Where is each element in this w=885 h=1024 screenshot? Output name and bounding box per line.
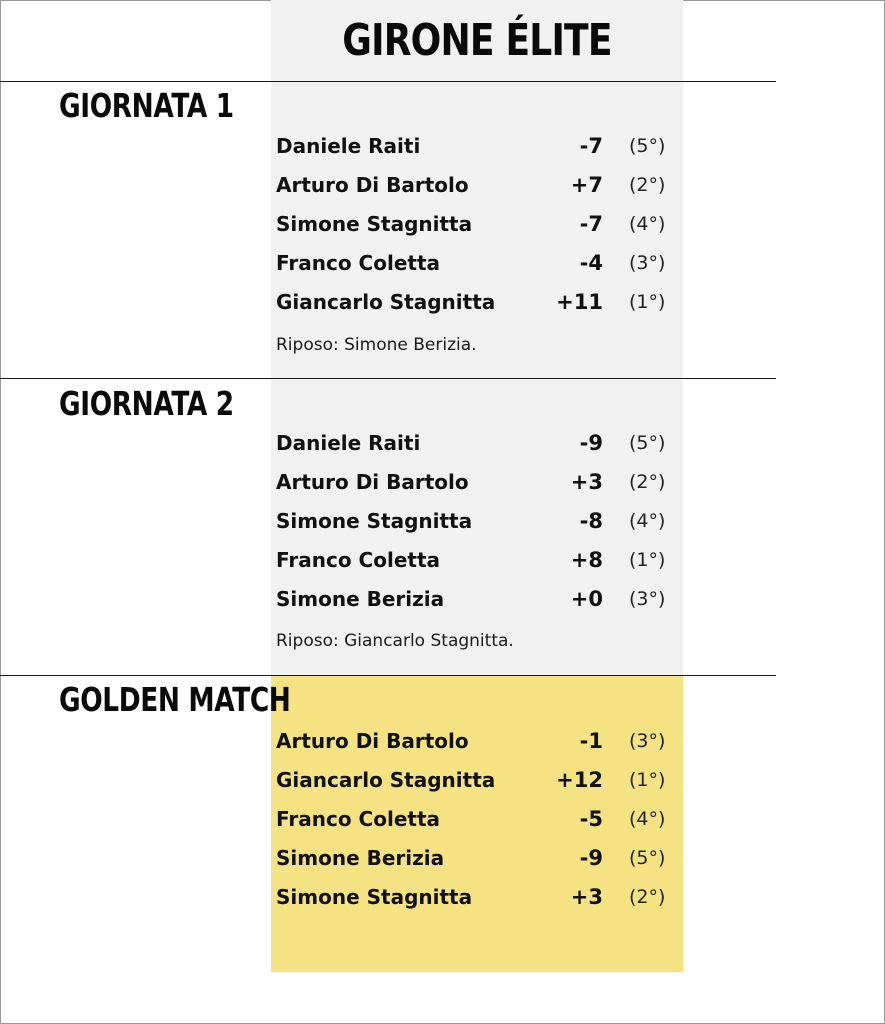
player-score: +8: [570, 548, 603, 572]
player-score: +3: [570, 885, 603, 909]
result-row: [271, 208, 683, 240]
result-row: [271, 169, 683, 201]
result-row: [271, 286, 683, 318]
page-title: GIRONE ÉLITE: [342, 14, 612, 66]
player-score: -7: [579, 134, 603, 158]
player-name: Simone Berizia: [276, 587, 445, 611]
player-rank: (5°): [629, 847, 666, 869]
player-name: Daniele Raiti: [276, 431, 421, 455]
player-score: -7: [579, 212, 603, 236]
player-score: -9: [579, 431, 603, 455]
result-row: [271, 505, 683, 537]
player-rank: (1°): [629, 769, 666, 791]
rest-note: Riposo: Simone Berizia.: [276, 335, 477, 355]
player-rank: (3°): [629, 252, 666, 274]
player-rank: (4°): [629, 808, 666, 830]
player-name: Simone Stagnitta: [276, 212, 473, 236]
player-score: +12: [556, 768, 603, 792]
player-score: +0: [570, 587, 603, 611]
player-name: Simone Berizia: [276, 846, 445, 870]
player-name: Arturo Di Bartolo: [276, 173, 469, 197]
player-score: +3: [570, 470, 603, 494]
result-row: [271, 803, 683, 835]
player-rank: (4°): [629, 213, 666, 235]
result-row: [271, 466, 683, 498]
player-rank: (2°): [629, 174, 666, 196]
result-row: [271, 881, 683, 913]
player-rank: (1°): [629, 291, 666, 313]
player-score: -8: [579, 509, 603, 533]
player-score: -9: [579, 846, 603, 870]
player-score: +11: [556, 290, 603, 314]
result-row: [271, 247, 683, 279]
player-rank: (5°): [629, 135, 666, 157]
result-row: [271, 764, 683, 796]
player-name: Giancarlo Stagnitta: [276, 768, 496, 792]
result-row: [271, 725, 683, 757]
player-rank: (2°): [629, 886, 666, 908]
player-name: Franco Coletta: [276, 251, 440, 275]
player-name: Arturo Di Bartolo: [276, 729, 469, 753]
player-name: Arturo Di Bartolo: [276, 470, 469, 494]
player-rank: (5°): [629, 432, 666, 454]
rest-note: Riposo: Giancarlo Stagnitta.: [276, 631, 514, 651]
player-score: -5: [579, 807, 603, 831]
result-row: [271, 583, 683, 615]
player-name: Daniele Raiti: [276, 134, 421, 158]
result-row: [271, 427, 683, 459]
player-rank: (3°): [629, 588, 666, 610]
round-title-1: GIORNATA 1: [59, 85, 234, 125]
player-name: Franco Coletta: [276, 548, 440, 572]
section-divider-2: [0, 378, 776, 379]
player-rank: (4°): [629, 510, 666, 532]
result-row: [271, 544, 683, 576]
player-name: Giancarlo Stagnitta: [276, 290, 496, 314]
player-score: -4: [579, 251, 603, 275]
result-row: [271, 842, 683, 874]
player-rank: (2°): [629, 471, 666, 493]
player-name: Franco Coletta: [276, 807, 440, 831]
player-name: Simone Stagnitta: [276, 885, 473, 909]
player-name: Simone Stagnitta: [276, 509, 473, 533]
player-score: -1: [579, 729, 603, 753]
player-rank: (1°): [629, 549, 666, 571]
player-score: +7: [570, 173, 603, 197]
round-title-golden-match: GOLDEN MATCH: [59, 679, 291, 719]
result-row: [271, 130, 683, 162]
round-title-2: GIORNATA 2: [59, 383, 234, 423]
player-rank: (3°): [629, 730, 666, 752]
